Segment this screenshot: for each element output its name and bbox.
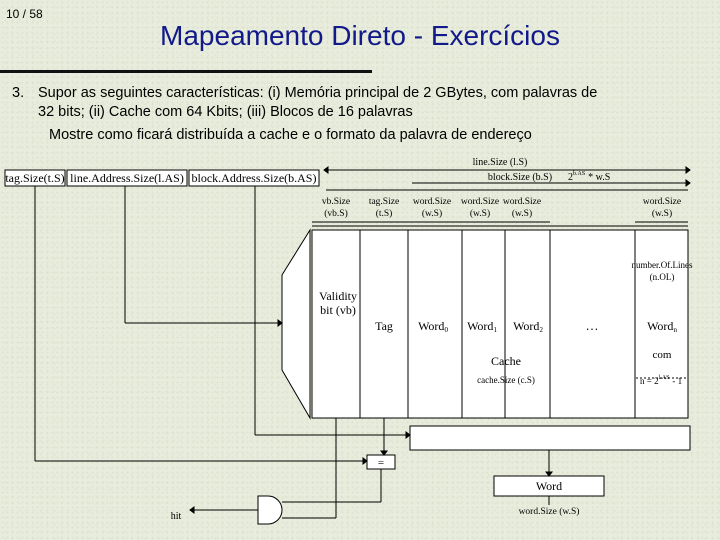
col-word-size-n: word.Size xyxy=(642,197,682,207)
block-formula: $2^{b.AS} * w.S$ xyxy=(568,171,611,183)
and-gate xyxy=(258,496,282,524)
word-output-label: Word xyxy=(535,479,563,493)
comparator-equals: = xyxy=(377,457,385,469)
cache-box xyxy=(312,230,688,418)
line-field-label: line.Address.Size(l.AS) xyxy=(70,171,184,185)
word-mux xyxy=(410,426,690,450)
col-word-size-1: word.Size xyxy=(460,197,500,207)
ellipsis-label: … xyxy=(585,318,599,333)
number-of-lines-label: number.Of.Lines xyxy=(631,260,693,270)
question-line-2: 32 bits; (ii) Cache com 64 Kbits; (iii) Blocos de 16 palavras xyxy=(38,104,413,120)
line-size-label: line.Size (l.S) xyxy=(472,157,528,168)
validity-label-1: Validity xyxy=(319,289,357,303)
line-decoder xyxy=(282,230,310,418)
n-formula: $n = 2^{l.AS} - 1$ xyxy=(640,375,683,386)
col-vb-size: vb.Size xyxy=(321,197,351,207)
com-label: com xyxy=(652,349,672,361)
block-size-label: block.Size (b.S) xyxy=(487,172,553,183)
cache-label: Cache xyxy=(491,354,521,368)
col-tag-size-abbr: (t.S) xyxy=(375,209,393,219)
question-line-3: Mostre como ficará distribuída a cache e o formato da palavra de endereço xyxy=(49,127,532,143)
question-number: 3. xyxy=(12,85,25,101)
col-word-size-0-abbr: (w.S) xyxy=(421,209,443,219)
word2-label: Word2 xyxy=(513,319,543,334)
tag-field-label: tag.Size(t.S) xyxy=(5,171,65,185)
number-of-lines-abbr: (n.OL) xyxy=(649,272,675,282)
col-word-size-0: word.Size xyxy=(412,197,452,207)
cache-diagram xyxy=(0,150,720,540)
word1-label: Word1 xyxy=(467,319,497,334)
validity-label-2: bit (vb) xyxy=(320,303,356,317)
cache-size-label: cache.Size (c.S) xyxy=(477,375,535,385)
word0-label: Word0 xyxy=(418,319,448,334)
block-field-label: block.Address.Size(b.AS) xyxy=(191,171,317,185)
slide-number: 10 / 58 xyxy=(6,7,43,21)
hit-label: hit xyxy=(170,511,182,522)
tag-column-label: Tag xyxy=(375,319,393,333)
col-vb-size-abbr: (vb.S) xyxy=(324,209,348,219)
col-word-size-n-abbr: (w.S) xyxy=(651,209,673,219)
col-word-size-1-abbr: (w.S) xyxy=(469,209,491,219)
page-title: Mapeamento Direto - Exercícios xyxy=(160,20,560,51)
word-size-label: word.Size (w.S) xyxy=(518,507,580,517)
col-word-size-2: word.Size xyxy=(502,197,542,207)
wordn-label: Wordn xyxy=(647,319,677,334)
col-word-size-2-abbr: (w.S) xyxy=(511,209,533,219)
question-line-1: Supor as seguintes características: (i) Memória principal de 2 GBytes, com palavras de xyxy=(38,85,598,101)
title-underline xyxy=(0,70,372,73)
col-tag-size: tag.Size xyxy=(368,197,400,207)
